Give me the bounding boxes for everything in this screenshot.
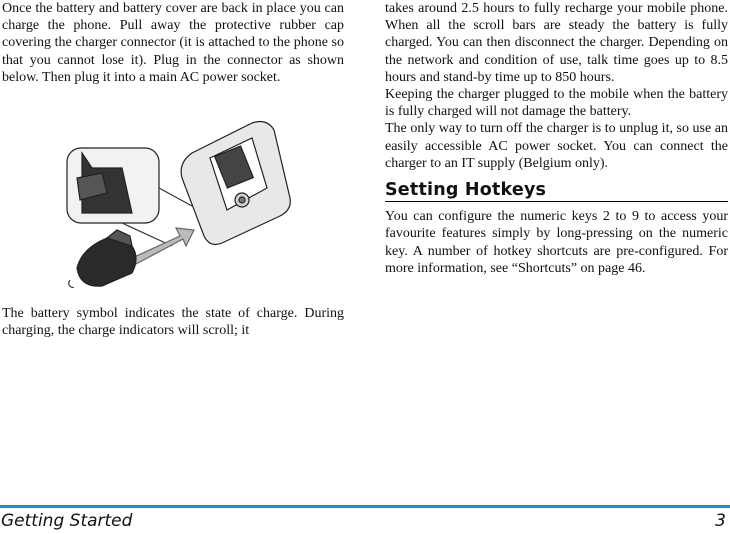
- hotkeys-paragraph: You can configure the numeric keys 2 to 9 to access your favourite features simply by long-pressing on the numeric key. A number of hotkey shortcuts are pre-configured. For more information, see “Shortcuts” on page 46.: [385, 209, 728, 276]
- left-column: [2, 0, 344, 86]
- charging-instructions-paragraph: Once the battery and battery cover are back in place you can charge the phone. Pull away the protective rubber cap covering the charger connector (it is attached to the phone so that you cannot lose it). Plug in the connector as shown below. Then plug it into a main AC power socket.: [2, 1, 344, 85]
- section-heading-hotkeys: Setting Hotkeys: [385, 182, 728, 202]
- phone-charger-illustration: [62, 118, 292, 288]
- recharge-time-paragraph: takes around 2.5 hours to fully recharge your mobile phone. When all the scroll bars are steady the battery is fully charged. You can then disconnect the charger. Depending on the network and condition of use, talk time goes up to 8.5 hours and stand-by time up to 850 hours.: [385, 1, 728, 85]
- footer-rule: [0, 505, 730, 508]
- right-column: [385, 0, 728, 277]
- footer-section-title: Getting Started: [1, 511, 133, 531]
- footer-page-number: 3: [715, 511, 726, 531]
- battery-symbol-paragraph: The battery symbol indicates the state of charge. During charging, the charge indicators will scroll; it: [2, 306, 344, 339]
- charger-safety-paragraph: Keeping the charger plugged to the mobile when the battery is fully charged will not damage the battery.: [385, 87, 728, 120]
- unplug-charger-paragraph: The only way to turn off the charger is to unplug it, so use an easily accessible AC power socket. You can connect the charger to an IT supply (Belgium only).: [385, 121, 728, 171]
